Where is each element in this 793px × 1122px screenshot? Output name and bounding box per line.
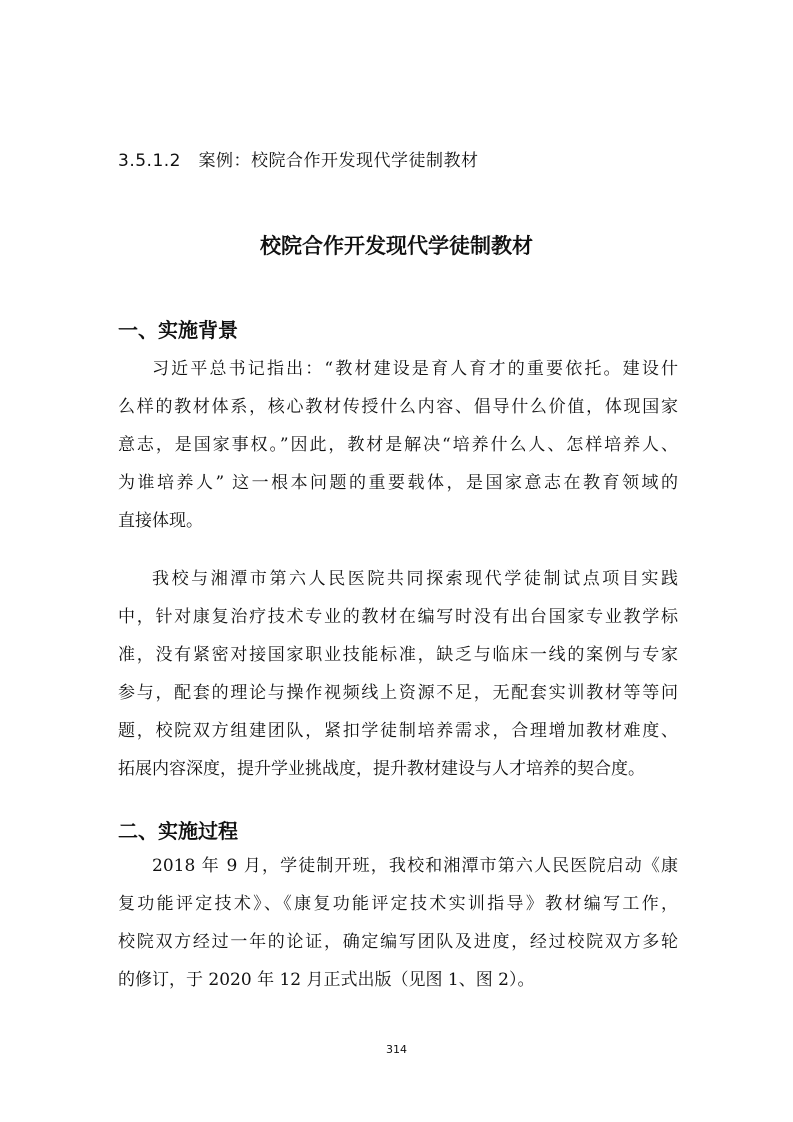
paragraph-line: 意志，是国家事权。”因此，教材是解决“培养什么人、怎样培养人、 [118, 435, 678, 455]
paragraph-line: 直接体现。 [118, 511, 203, 531]
paragraph-line: 参与，配套的理论与操作视频线上资源不足，无配套实训教材等等问 [118, 683, 678, 703]
paragraph-line: 的修订，于 2020 年 12 月正式出版（见图 1、图 2）。 [118, 970, 535, 990]
paragraph-background-1 [118, 350, 678, 540]
heading-implementation-process: 二、实施过程 [118, 819, 238, 843]
paragraph-line: 为谁培养人” 这一根本问题的重要载体，是国家意志在教育领域的 [118, 473, 678, 493]
document-title: 校院合作开发现代学徒制教材 [260, 234, 533, 258]
paragraph-line: 中，针对康复治疗技术专业的教材在编写时没有出台国家专业教学标 [118, 607, 678, 627]
paragraph-line: 校院双方经过一年的论证，确定编写团队及进度，经过校院双方多轮 [118, 932, 678, 952]
paragraph-line: 题，校院双方组建团队，紧扣学徒制培养需求，合理增加教材难度、 [118, 721, 678, 741]
section-number-heading: 3.5.1.2 案例：校院合作开发现代学徒制教材 [118, 151, 479, 171]
paragraph-line: 2018 年 9 月，学徒制开班，我校和湘潭市第六人民医院启动《康 [152, 856, 678, 876]
paragraph-process-1 [118, 847, 678, 999]
paragraph-line: 拓展内容深度，提升学业挑战度，提升教材建设与人才培养的契合度。 [118, 759, 645, 779]
paragraph-line: 么样的教材体系，核心教材传授什么内容、倡导什么价值，体现国家 [118, 397, 678, 417]
page-number: 314 [386, 1043, 407, 1056]
paragraph-line: 我校与湘潭市第六人民医院共同探索现代学徒制试点项目实践 [152, 569, 678, 589]
paragraph-line: 习近平总书记指出：“教材建设是育人育才的重要依托。建设什 [152, 359, 678, 379]
heading-implementation-background: 一、实施背景 [118, 318, 238, 342]
paragraph-line: 复功能评定技术》、《康复功能评定技术实训指导》教材编写工作， [118, 894, 678, 914]
paragraph-line: 准，没有紧密对接国家职业技能标准，缺乏与临床一线的案例与专家 [118, 645, 678, 665]
paragraph-background-2 [118, 560, 678, 788]
